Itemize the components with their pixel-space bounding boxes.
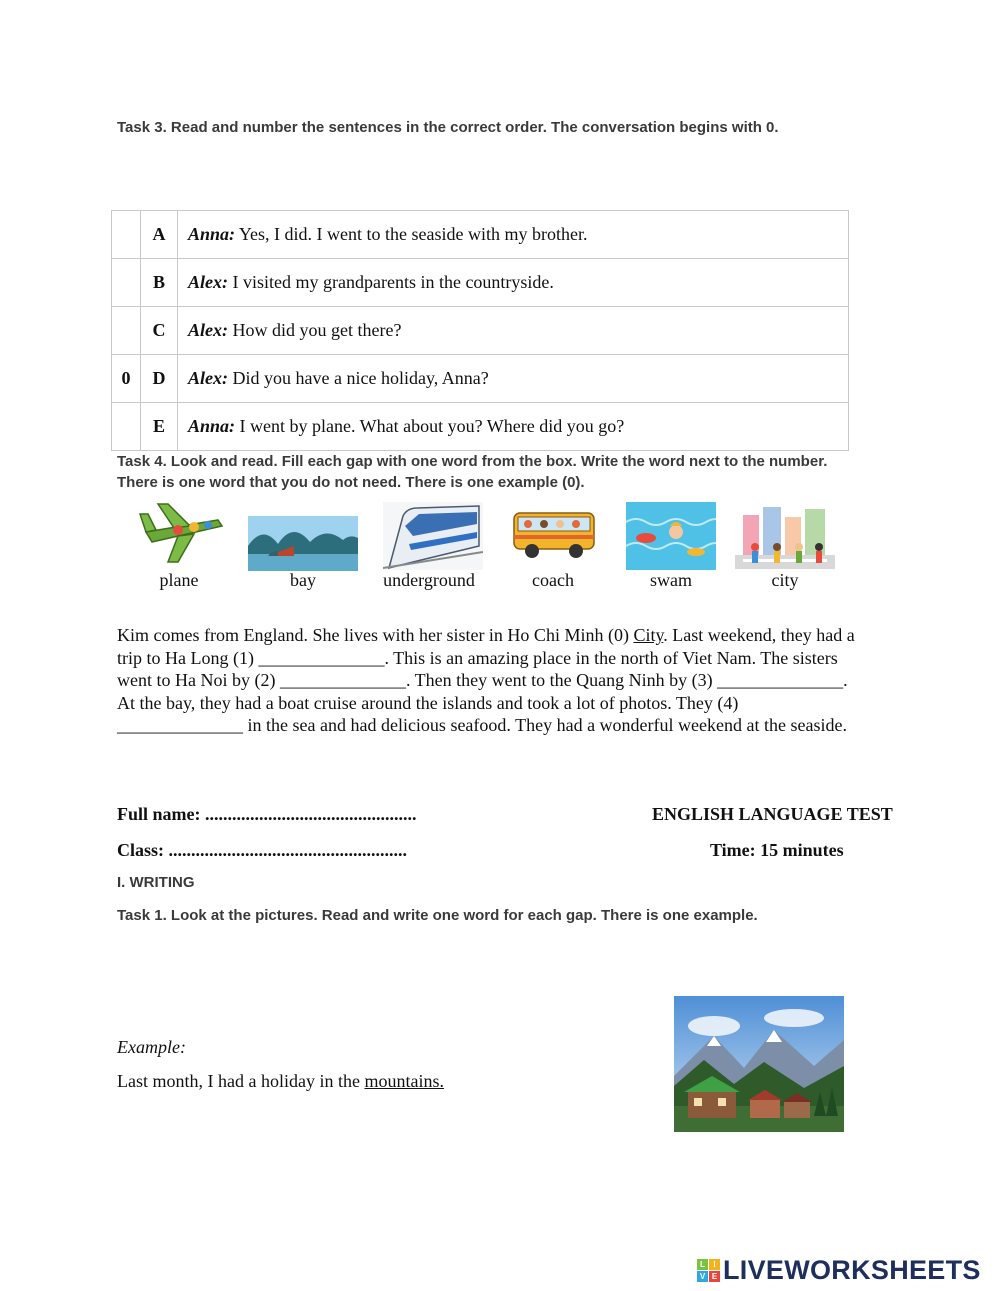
sentence-cell bbox=[178, 307, 849, 355]
city-picture bbox=[735, 503, 835, 569]
swam-picture bbox=[626, 502, 716, 570]
task4-heading: Task 4. Look and read. Fill each gap with one word from the box. Write the word next to the number. There is one word that you do not need. There is one example (0). bbox=[117, 453, 828, 491]
sentence-text: How did you get there? bbox=[228, 320, 402, 340]
order-number-cell[interactable] bbox=[112, 211, 141, 259]
example-answer-mountains: mountains. bbox=[364, 1071, 444, 1091]
speaker-name: Alex: bbox=[188, 272, 228, 292]
example-answer-city: City bbox=[633, 625, 664, 645]
full-name-field: Full name: ............................................... bbox=[117, 804, 417, 824]
word-coach: coach bbox=[532, 570, 574, 590]
paragraph-part-2: . Last weekend, they had a trip to Ha Long (1) ______________. This is an amazing place in the north of Viet Nam. The sisters went to Ha Noi by (2) ______________. Then they went to the Quang Ninh by (3) ______________. At the bay, they had a boat cruise around the islands and took a lot of photos. They (4) ______________ in the sea and had delicious seafood. They had a wonderful weekend at the seaside. bbox=[117, 625, 855, 736]
paragraph-part-1: Kim comes from England. She lives with her sister in Ho Chi Minh (0) bbox=[117, 625, 634, 645]
underground-picture bbox=[383, 502, 483, 570]
logo-tile-i: I bbox=[709, 1259, 720, 1270]
logo-tile-v: V bbox=[697, 1271, 708, 1282]
word-underground: underground bbox=[383, 570, 475, 590]
word-swam: swam bbox=[650, 570, 692, 590]
logo-tiles-icon bbox=[697, 1259, 720, 1282]
coach-picture bbox=[510, 505, 598, 560]
example-label: Example: bbox=[117, 1037, 186, 1057]
sentence-letter: E bbox=[141, 403, 178, 451]
order-number-cell[interactable] bbox=[112, 307, 141, 355]
order-number-cell[interactable] bbox=[112, 259, 141, 307]
speaker-name: Anna: bbox=[188, 416, 236, 436]
sentence-text: Did you have a nice holiday, Anna? bbox=[228, 368, 489, 388]
word-bay: bay bbox=[290, 570, 316, 590]
speaker-name: Alex: bbox=[188, 320, 228, 340]
sentence-text: I went by plane. What about you? Where did you go? bbox=[235, 416, 625, 436]
plane-picture bbox=[138, 500, 226, 566]
bay-picture bbox=[248, 516, 358, 571]
conversation-row bbox=[112, 307, 849, 355]
order-number-cell[interactable]: 0 bbox=[112, 355, 141, 403]
task1-heading: Task 1. Look at the pictures. Read and write one word for each gap. There is one example. bbox=[117, 907, 758, 924]
word-plane: plane bbox=[159, 570, 199, 590]
test-title: ENGLISH LANGUAGE TEST bbox=[652, 804, 893, 824]
sentence-text: Yes, I did. I went to the seaside with my brother. bbox=[235, 224, 588, 244]
sentence-cell bbox=[178, 355, 849, 403]
speaker-name: Anna: bbox=[188, 224, 236, 244]
speaker-name: Alex: bbox=[188, 368, 228, 388]
logo-tile-l: L bbox=[697, 1259, 708, 1270]
conversation-row bbox=[112, 211, 849, 259]
reading-paragraph bbox=[117, 624, 857, 737]
logo-text: LIVEWORKSHEETS bbox=[723, 1255, 981, 1285]
conversation-row bbox=[112, 403, 849, 451]
conversation-row bbox=[112, 355, 849, 403]
sentence-letter: B bbox=[141, 259, 178, 307]
word-city: city bbox=[771, 570, 799, 590]
example-sentence-text: Last month, I had a holiday in the bbox=[117, 1071, 365, 1091]
test-time: Time: 15 minutes bbox=[710, 840, 844, 860]
sentence-cell bbox=[178, 259, 849, 307]
task3-heading: Task 3. Read and number the sentences in the correct order. The conversation begins with 0. bbox=[117, 119, 779, 136]
sentence-cell bbox=[178, 403, 849, 451]
sentence-cell bbox=[178, 211, 849, 259]
mountains-picture bbox=[674, 996, 844, 1137]
conversation-row bbox=[112, 259, 849, 307]
example-sentence bbox=[117, 1071, 444, 1092]
order-number-cell[interactable] bbox=[112, 403, 141, 451]
sentence-letter: D bbox=[141, 355, 178, 403]
sentence-text: I visited my grandparents in the countryside. bbox=[228, 272, 554, 292]
sentence-letter: A bbox=[141, 211, 178, 259]
logo-tile-e: E bbox=[709, 1271, 720, 1282]
liveworksheets-logo bbox=[697, 1255, 981, 1286]
section-title: I. WRITING bbox=[117, 874, 195, 891]
sentence-letter: C bbox=[141, 307, 178, 355]
conversation-table bbox=[111, 210, 849, 451]
class-field: Class: ..................................................... bbox=[117, 840, 408, 860]
